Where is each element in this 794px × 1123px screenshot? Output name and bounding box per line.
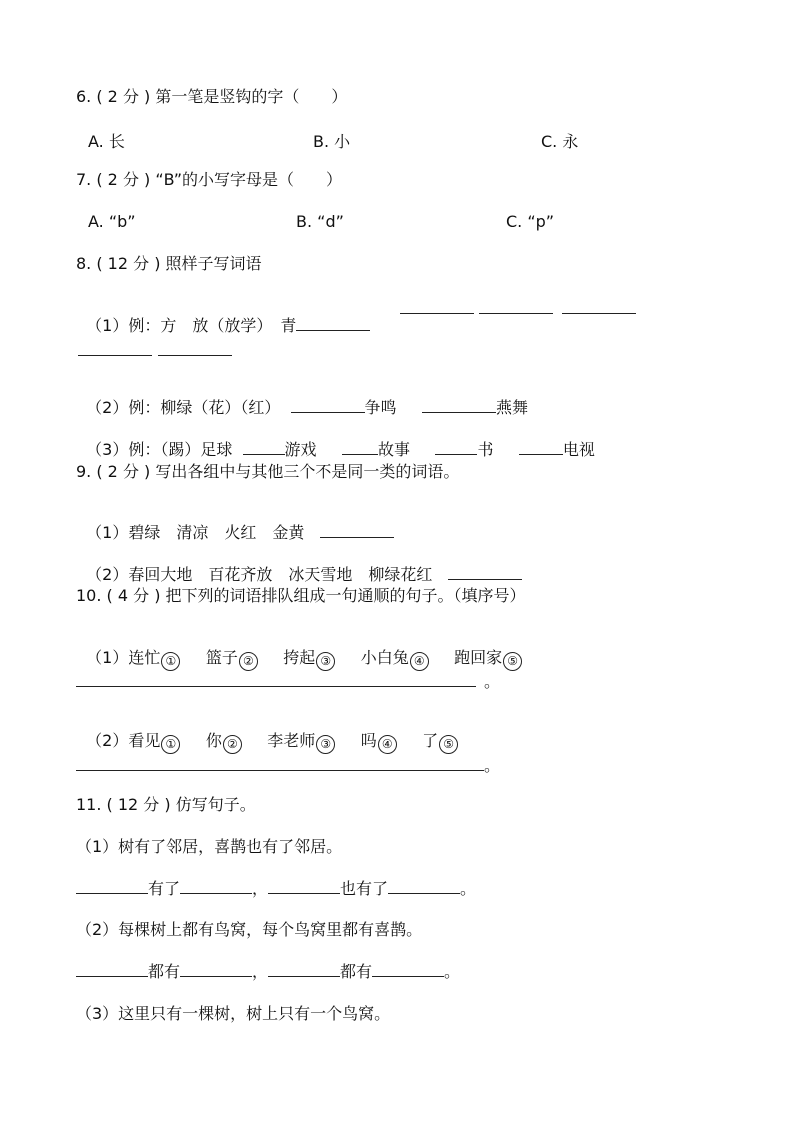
- word-chip: 连忙: [128, 648, 161, 667]
- answer-blank[interactable]: [78, 355, 152, 356]
- q6-option-a[interactable]: A. 长: [88, 132, 125, 151]
- fill-word: 也有了: [340, 879, 389, 898]
- answer-blank[interactable]: [296, 316, 370, 331]
- number-circle: ③: [316, 652, 335, 671]
- number-circle: ①: [161, 652, 180, 671]
- answer-blank[interactable]: [519, 440, 563, 455]
- q10-sub1-prefix: （1）: [86, 648, 129, 667]
- fill-punct: ，: [252, 962, 269, 981]
- q8-sub2-label: （2）例：柳绿（花）（红）: [86, 398, 281, 417]
- q8-sub3-word2: 故事: [377, 440, 410, 459]
- answer-blank[interactable]: [400, 313, 474, 314]
- number-circle: ①: [161, 735, 180, 754]
- q11-sub2: （2）每棵树上都有鸟窝，每个鸟窝里都有喜鹊。: [76, 920, 423, 939]
- q9-sub1: [76, 503, 394, 543]
- answer-blank[interactable]: [342, 440, 378, 455]
- q7-option-a[interactable]: A. “b”: [88, 212, 136, 231]
- period: 。: [484, 672, 501, 691]
- word-chip: 跑回家: [454, 648, 503, 667]
- answer-blank[interactable]: [435, 440, 477, 455]
- q8-sub3-word4: 电视: [562, 440, 595, 459]
- fill-word: 有了: [148, 879, 181, 898]
- fill-punct: 。: [460, 879, 477, 898]
- fill-punct: ，: [252, 879, 269, 898]
- fill-word: 都有: [340, 962, 373, 981]
- q6-option-b[interactable]: B. 小: [313, 132, 351, 151]
- answer-blank[interactable]: [422, 398, 496, 413]
- q10-sub1: [76, 628, 522, 671]
- answer-blank[interactable]: [158, 355, 232, 356]
- q11-sub1: （1）树有了邻居，喜鹊也有了邻居。: [76, 837, 343, 856]
- q9-heading: 9. ( 2 分 ) 写出各组中与其他三个不是同一类的词语。: [76, 462, 460, 481]
- word-chip: 篮子: [205, 648, 238, 667]
- word-chip: 挎起: [283, 648, 316, 667]
- q10-sub2-prefix: （2）: [86, 731, 129, 750]
- q8-sub3: [76, 420, 595, 460]
- q8-sub3-label: （3）例：（踢）足球: [86, 440, 233, 459]
- answer-blank[interactable]: [562, 313, 636, 314]
- number-circle: ④: [410, 652, 429, 671]
- answer-blank[interactable]: [268, 879, 340, 894]
- number-circle: ④: [378, 735, 397, 754]
- q10-sub2: [76, 711, 458, 754]
- number-circle: ②: [239, 652, 258, 671]
- answer-blank[interactable]: [320, 523, 394, 538]
- word-chip: 吗: [360, 731, 377, 750]
- answer-blank[interactable]: [388, 879, 460, 894]
- answer-blank[interactable]: [479, 313, 553, 314]
- q11-heading: 11. ( 12 分 ) 仿写句子。: [76, 795, 256, 814]
- q8-sub2: [76, 378, 528, 418]
- q9-sub2: [76, 545, 522, 585]
- word-chip: 看见: [128, 731, 161, 750]
- answer-blank[interactable]: [372, 962, 444, 977]
- q8-heading: 8. ( 12 分 ) 照样子写词语: [76, 254, 262, 273]
- word-chip: 你: [205, 731, 222, 750]
- answer-line[interactable]: [76, 686, 476, 687]
- period: 。: [484, 756, 501, 775]
- q6-option-c[interactable]: C. 永: [541, 132, 579, 151]
- q8-sub1: [76, 296, 370, 336]
- q7-option-b[interactable]: B. “d”: [296, 212, 344, 231]
- number-circle: ⑤: [439, 735, 458, 754]
- q8-sub2-word2: 燕舞: [495, 398, 528, 417]
- word-chip: 小白兔: [360, 648, 409, 667]
- answer-blank[interactable]: [291, 398, 365, 413]
- answer-blank[interactable]: [180, 962, 252, 977]
- answer-blank[interactable]: [180, 879, 252, 894]
- fill-word: 都有: [148, 962, 181, 981]
- q8-sub2-word1: 争鸣: [364, 398, 397, 417]
- answer-line[interactable]: [76, 770, 484, 771]
- q9-sub1-text: （1）碧绿 清凉 火红 金黄: [86, 523, 305, 542]
- answer-blank[interactable]: [268, 962, 340, 977]
- q6-heading: 6. ( 2 分 ) 第一笔是竖钩的字（ ）: [76, 87, 348, 106]
- answer-blank[interactable]: [76, 879, 148, 894]
- q10-heading: 10. ( 4 分 ) 把下列的词语排队组成一句通顺的句子。（填序号）: [76, 586, 526, 605]
- fill-punct: 。: [444, 962, 461, 981]
- number-circle: ③: [316, 735, 335, 754]
- q8-sub1-label: （1）例：方 放（放学） 青: [86, 316, 297, 335]
- number-circle: ⑤: [503, 652, 522, 671]
- word-chip: 李老师: [267, 731, 316, 750]
- q7-option-c[interactable]: C. “p”: [506, 212, 555, 231]
- number-circle: ②: [223, 735, 242, 754]
- word-chip: 了: [422, 731, 439, 750]
- q11-sub2-fill: [76, 962, 460, 982]
- q8-sub3-word3: 书: [477, 440, 494, 459]
- q7-heading: 7. ( 2 分 ) “B”的小写字母是（ ）: [76, 170, 343, 189]
- q9-sub2-text: （2）春回大地 百花齐放 冰天雪地 柳绿花红: [86, 565, 433, 584]
- answer-blank[interactable]: [76, 962, 148, 977]
- answer-blank[interactable]: [448, 565, 522, 580]
- answer-blank[interactable]: [243, 440, 285, 455]
- q11-sub3: （3）这里只有一棵树，树上只有一个鸟窝。: [76, 1004, 391, 1023]
- q11-sub1-fill: [76, 879, 476, 899]
- q8-sub3-word1: 游戏: [284, 440, 317, 459]
